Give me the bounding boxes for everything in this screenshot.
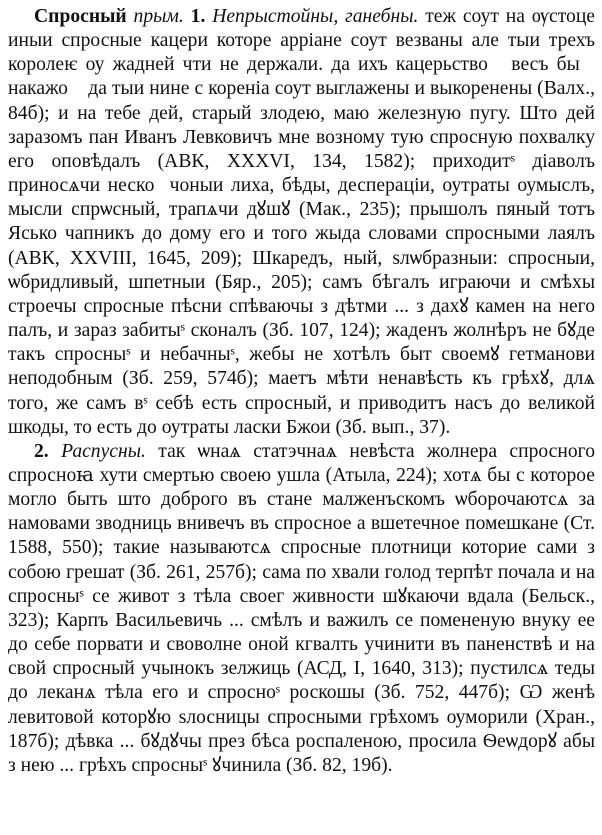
sense-2-paragraph — [8, 440, 595, 778]
sense-1-number: 1. — [190, 6, 206, 27]
sense-2-number: 2. — [34, 440, 49, 462]
part-of-speech: прым. — [133, 6, 184, 27]
sense-2-gloss: Распусны. — [61, 440, 146, 462]
sense-1-paragraph — [8, 5, 595, 440]
sense-2-citations: так ѡнаѧ статэчнаѧ невѣста жолнера спросного спросноꙗ хути смертью своею ушла (Атыла, 224); хотѧ бы с которое могло быть што доброго въ стане малженъскомъ ѡборочаютсѧ за намовами зводниць внивечъ въ спросное а вшетечное помешкане (Ст. 1588, 550); такие называютсѧ спросные плотници которие сами з собою грешат (Зб. 261, 257б); сама по хвали голод терпѣт почала и на спросныˢ се живот з тѣла своег живности шꙋкаючи вдала (Бельск., 323); Карпъ Васильевичь ... смѣлъ и важилъ се помененую внуку ее до себе порвати и своволне оной кгвалть учинити въ паненствѣ и на свой спросный учынокъ зелжиць (АСД, I, 1640, 313); пустилсѧ теды до леканѧ тѣла его и спросноˢ роскошы (Зб. 752, 447б); Ѡ женѣ левитовой которꙋю ѕлосницы спросными грѣхомъ оуморили (Хран., 187б); дѣвка ... бꙋдꙋчы през бѣса роспаленою, просила Ѳеѡдорꙋ абы з нею ... грѣхъ спросныˢ ꙋчинила (Зб. 82, 19б). — [8, 440, 595, 776]
headword: Спросный — [34, 6, 127, 27]
sense-1-gloss: Непрыстойны, ганебны. — [212, 6, 419, 27]
sense-1-citations: теж соут на ѹстоце иныи спросные кацери которе арріане соут везваны але тыи трехъ королеѥ оу жадней чти не держали. да ихъ кацерьствоⷨ весъ быⷧ накажоⷩ да тыи нине с кореніа соут выглажены и выкоренены (Валх., 84б); и на тебе дей, старый злодею, маю железную пугу. Што дей заразомъ пан Иванъ Левковичъ мне возному тую спросную похвалку его оповѣдалъ (АВК, XXXVI, 134, 1582); приходитˢ діаволъ приносѧчи нескоⷩчоныи лиха, бѣды, десперацiи, оутраты оумыслъ, мысли спрѡсный, трапѧчи дꙋшꙋ (Мак., 235); прышолъ пяный тотъ Ясько чапникъ до дому его и того жыда словами спросными лаялъ (АВК, XXVIII, 1645, 209); Шкаредъ, ный, ѕлѡбразныи: спросныи, ѡбридливый, шпетныи (Бяр., 205); самъ бѣгалъ играючи и смѣхы строечы спросные пѣсни спѣваючы з дѣтми ... з дахꙋ камен на него палъ, и зараз забитыˢ сконалъ (Зб. 107, 124); жаденъ жолнѣръ не бꙋде такъ спросныˢ и небачныˢ, жебы не хотѣлъ быт своемꙋ гетманови неподобным (Зб. 259, 574б); маетъ мѣти ненавѣсть къ грѣхꙋ, длѧ того, же самъ вˢ себѣ есть спросный, и приводитъ насъ до великой шкоды, то есть до оутраты ласки Бжои (Зб. вып., 37). — [8, 6, 596, 438]
